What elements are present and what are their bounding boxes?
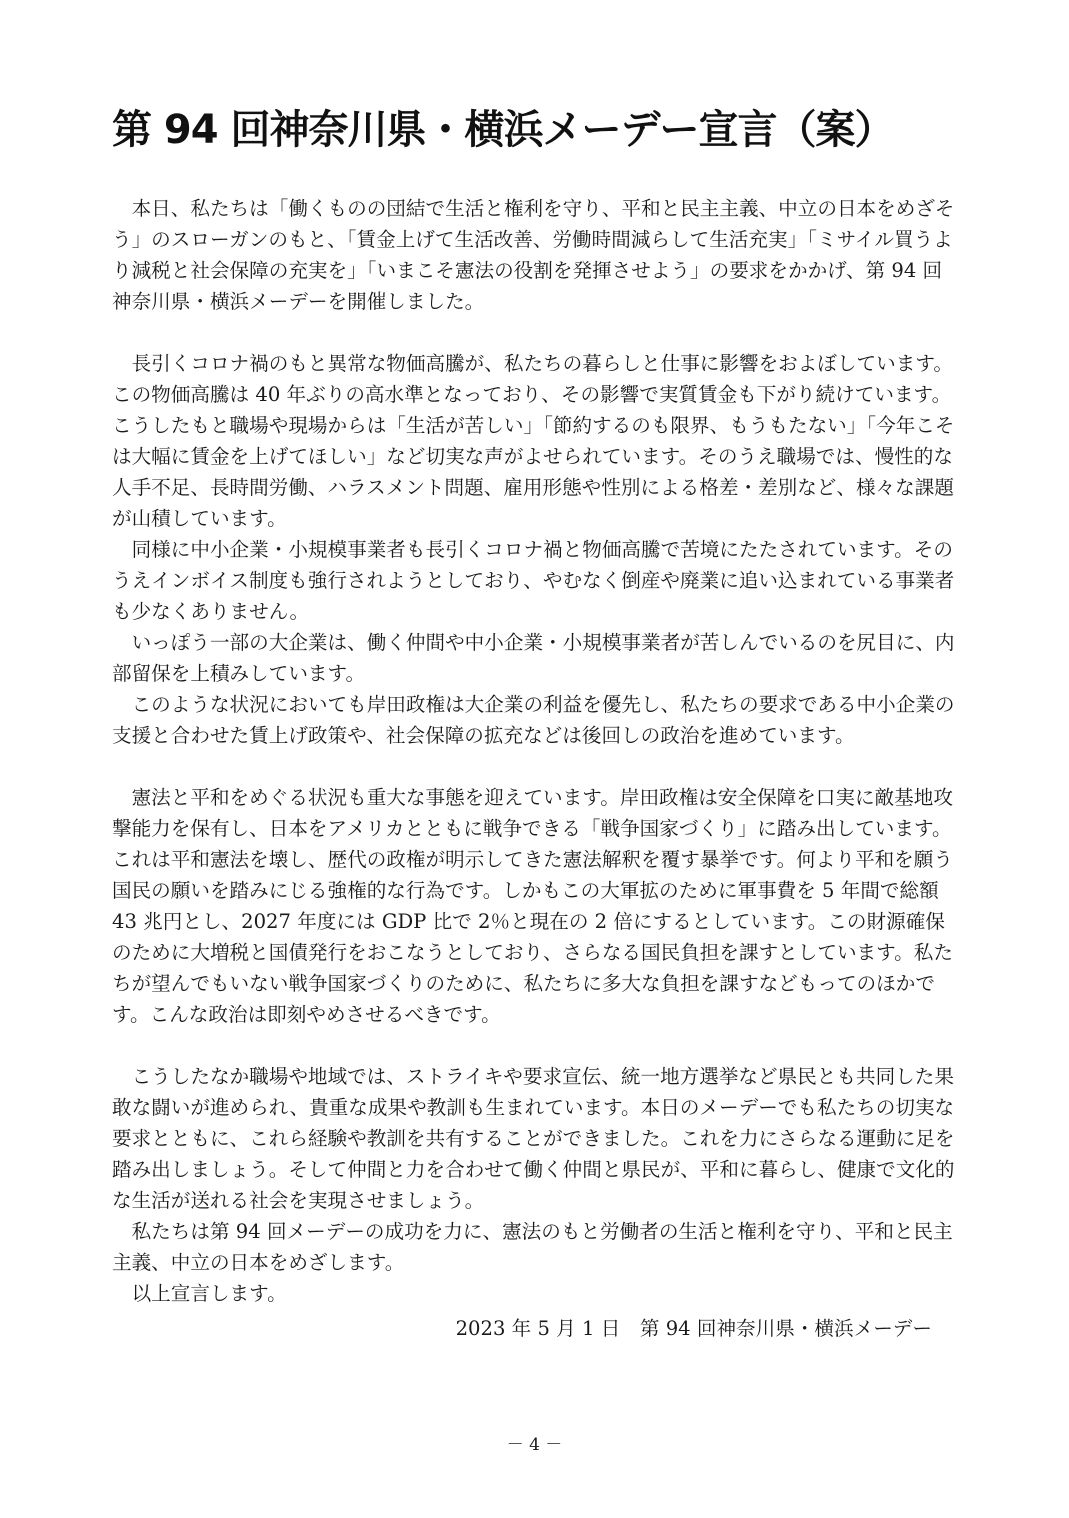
paragraph-gap — [112, 1030, 958, 1061]
paragraph-declaration-close: 以上宣言します。 — [131, 1282, 287, 1305]
paragraph-opening: 本日、私たちは「働くものの団結で生活と権利を守り、平和と民主主義、中立の日本をめざそう」のスローガンのもと、「賃金上げて生活改善、労働時間減らして生活充実」「ミサイル買うより減税と社会保障の充実を」「いまこそ憲法の役割を発揮させよう」の要求をかかげ、第 94 回神奈川県・横浜メーデーを開催しました。 — [112, 197, 955, 313]
paragraph-government-policy: このような状況においても岸田政権は大企業の利益を優先し、私たちの要求である中小企業の支援と合わせた賃上げ政策や、社会保障の拡充などは後回しの政治を進めています。 — [112, 693, 955, 747]
paragraph-gap — [112, 317, 958, 348]
paragraph-constitution-peace: 憲法と平和をめぐる状況も重大な事態を迎えています。岸田政権は安全保障を口実に敵基地攻撃能力を保有し、日本をアメリカとともに戦争できる「戦争国家づくり」に踏み出しています。これは平和憲法を壊し、歴代の政権が明示してきた憲法解釈を覆す暴挙です。何より平和を願う国民の願いを踏みにじる強権的な行為です。しかもこの大軍拡のために軍事費を 5 年間で総額 43 兆円とし、2027 年度には GDP 比で 2％と現在の 2 倍にするとしています。この財源確保のために大増税と国債発行をおこなうとしており、さらなる国民負担を課すとしています。私たちが望んでもいない戦争国家づくりのために、私たちに多大な負担を課すなどもってのほかです。こんな政治は即刻やめさせるべきです。 — [112, 786, 953, 1026]
paragraph-struggles: こうしたなか職場や地域では、ストライキや要求宣伝、統一地方選挙など県民とも共同した果敢な闘いが進められ、貴重な成果や教訓も生まれています。本日のメーデーでも私たちの切実な要求とともに、これら経験や教訓を共有することができました。これを力にさらなる運動に足を踏み出しましょう。そして仲間と力を合わせて働く仲間と県民が、平和に暮らし、健康で文化的な生活が送れる社会を実現させましょう。 — [112, 1065, 955, 1212]
paragraph-gap — [112, 751, 958, 782]
declaration-body — [112, 193, 958, 1344]
paragraph-large-corporations: いっぽう一部の大企業は、働く仲間や中小企業・小規模事業者が苦しんでいるのを尻目に、内部留保を上積みしています。 — [112, 631, 955, 685]
document-title: 第 94 回神奈川県・横浜メーデー宣言（案） — [112, 107, 894, 153]
signature-line: 2023 年 5 月 1 日 第 94 回神奈川県・横浜メーデー — [455, 1317, 932, 1340]
paragraph-price-surge: 長引くコロナ禍のもと異常な物価高騰が、私たちの暮らしと仕事に影響をおよぼしています。この物価高騰は 40 年ぶりの高水準となっており、その影響で実質賃金も下がり続けています。こうしたもと職場や現場からは「生活が苦しい」「節約するのも限界、もうもたない」「今年こそは大幅に賃金を上げてほしい」など切実な声がよせられています。そのうえ職場では、慢性的な人手不足、長時間労働、ハラスメント問題、雇用形態や性別による格差・差別など、様々な課題が山積しています。 — [112, 352, 955, 530]
paragraph-small-business: 同様に中小企業・小規模事業者も長引くコロナ禍と物価高騰で苦境にたたされています。そのうえインボイス制度も強行されようとしており、やむなく倒産や廃業に追い込まれている事業者も少なくありません。 — [112, 538, 955, 623]
page-number: － 4 － — [506, 1435, 563, 1455]
paragraph-resolution: 私たちは第 94 回メーデーの成功を力に、憲法のもと労働者の生活と権利を守り、平和と民主主義、中立の日本をめざします。 — [112, 1220, 953, 1274]
